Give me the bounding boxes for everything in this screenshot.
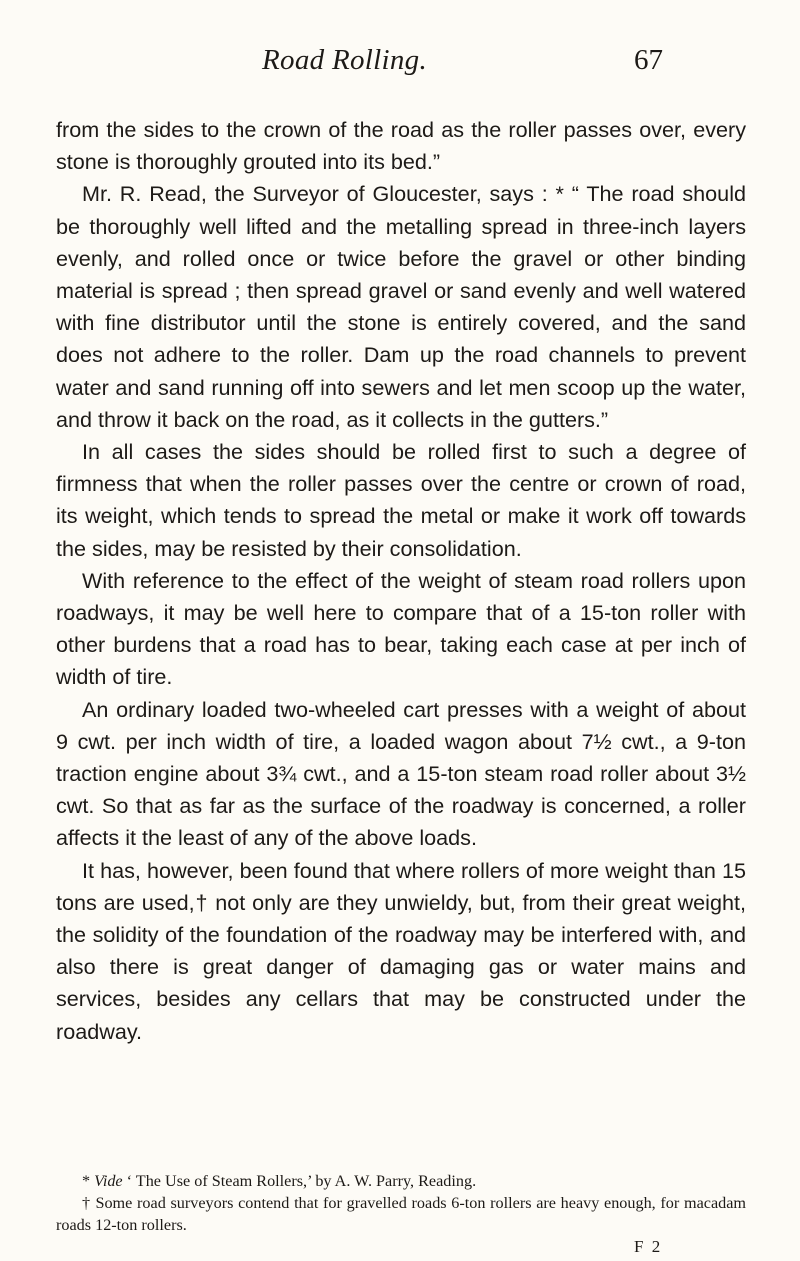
signature-mark: F 2 bbox=[634, 1237, 663, 1256]
body-text bbox=[56, 114, 746, 1048]
footnote-mark: † bbox=[82, 1194, 91, 1212]
footnote-vide: Vide bbox=[94, 1172, 123, 1190]
footnotes bbox=[56, 1170, 746, 1236]
footnote-second bbox=[56, 1192, 746, 1236]
paragraph-load-comparison: An ordinary loaded two-wheeled cart presses with a weight of about 9 cwt. per inch width of tire, a loaded wagon about 7½ cwt., a 9-ton traction engine about 3¾ cwt., and a 15-ton steam road roller about 3½ cwt. So that as far as the surface of the roadway is concerned, a roller affects it the least of any of the above loads. bbox=[56, 696, 746, 851]
footnote-mark: * bbox=[82, 1172, 91, 1190]
paragraph-continuation: from the sides to the crown of the road as the roller passes over, every stone is thoroughly grouted into its bed.” bbox=[56, 117, 746, 175]
footnote-text: Some road surveyors contend that for gravelled roads 6-ton rollers are heavy enough, for macadam roads 12-ton rollers. bbox=[56, 1194, 747, 1234]
paragraph-read-quote: Mr. R. Read, the Surveyor of Gloucester, says : * “ The road should be thoroughly well lifted and the metalling spread in three-inch layers evenly, and rolled once or twice before the gravel or other binding material is spread ; then spread gravel or sand evenly and well watered with fine distributor until the stone is entirely covered, and the sand does not adhere to the roller. Dam up the road channels to prevent water and sand running off into sewers and let men scoop up the water, and throw it back on the road, as it collects in the gutters.” bbox=[56, 181, 746, 432]
paragraph-heavy-rollers: It has, however, been found that where rollers of more weight than 15 tons are used,† not only are they unwieldy, but, from their great weight, the solidity of the foundation of the roadway may be interfered with, and also there is great danger of damaging gas or water mains and services, besides any cellars that may be constructed under the roadway. bbox=[56, 857, 746, 1044]
footnote-first bbox=[56, 1170, 746, 1192]
running-title: Road Rolling. bbox=[262, 44, 427, 76]
page-header bbox=[0, 44, 800, 84]
page-number: 67 bbox=[634, 44, 663, 76]
paragraph-sides-rolled: In all cases the sides should be rolled first to such a degree of firmness that when the roller passes over the centre or crown of road, its weight, which tends to spread the metal or make it work off towards the sides, may be resisted by their consolidation. bbox=[56, 439, 746, 561]
paragraph-weight-reference: With reference to the effect of the weight of steam road rollers upon roadways, it may be well here to compare that of a 15-ton roller with other burdens that a road has to bear, taking each case at per inch of width of tire. bbox=[56, 567, 746, 690]
footnote-text: ‘ The Use of Steam Rollers,’ by A. W. Parry, Reading. bbox=[126, 1172, 477, 1190]
